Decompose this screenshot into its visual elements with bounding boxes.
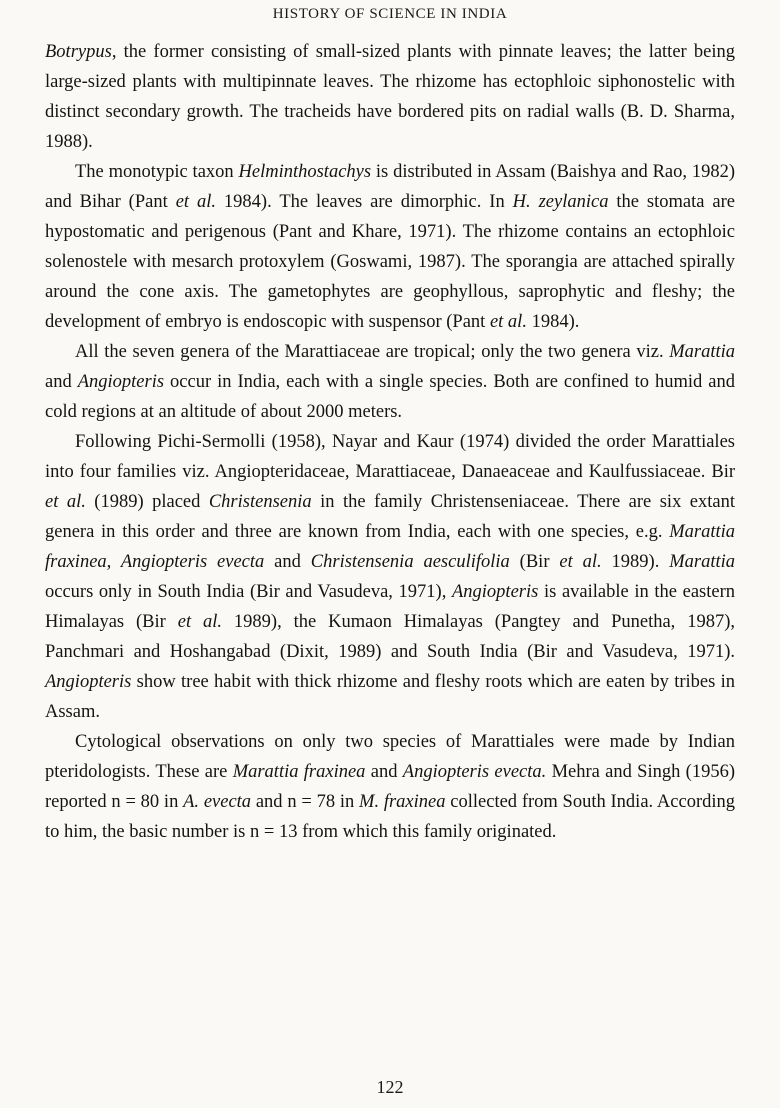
italic-text: Marattia fraxinea [232,762,366,782]
page-body [45,37,735,847]
paragraph [45,337,735,427]
body-text-run: show tree habit with thick rhizome and fleshy roots which are eaten by tribes in Assam. [45,672,735,722]
body-text-run: in the family Christenseniaceae. There are six extant genera in this order and three are known from India, each with one species, e.g. [45,492,735,542]
body-text-run: Cytological observations on only two species of Marattiales were made by Indian pteridologists. These are [45,732,735,782]
body-text-run: All the seven genera of the Marattiaceae are tropical; only the two genera viz. [75,342,670,362]
body-text-run: and [365,762,403,782]
italic-text: Angiopteris [45,672,132,692]
body-text-run: , the former consisting of small-sized plants with pinnate leaves; the latter being large-sized plants with multipinnate leaves. The rhizome has ectophloic siphonostelic with distinct secondary growth. The tracheids have bordered pits on radial walls (B. D. Sharma, 1988). [45,42,735,152]
body-text-run: (1989) placed [85,492,209,512]
italic-text: Marattia [669,342,735,362]
italic-text: Angiopteris evecta. [402,762,547,782]
body-text-run: The monotypic taxon [75,162,239,182]
body-text-run: is available in the eastern Himalayas (Bir [45,582,735,632]
body-text-run: 1989). [601,552,670,572]
body-text-run: collected from South India. According to him, the basic number is n = 13 from which this family originated. [45,792,735,842]
italic-text: Christensenia [208,492,312,512]
paragraph [45,727,735,847]
italic-text: Marattia [669,552,736,572]
paragraph [45,427,735,727]
italic-text: Marattia fraxinea, Angiopteris evecta [45,522,735,572]
paragraph [45,37,735,157]
italic-text: et al. [489,312,527,332]
body-text-run: (Bir [509,552,560,572]
italic-text: et al. [175,192,216,212]
italic-text: Christensenia aesculifolia [310,552,510,572]
page-header: HISTORY OF SCIENCE IN INDIA [272,6,508,22]
italic-text: H. zeylanica [512,192,609,212]
italic-text: A. evecta [183,792,252,812]
body-text-run: Mehra and Singh (1956) reported n = 80 in [45,762,735,812]
italic-text: et al. [559,552,602,572]
page-number: 122 [376,1077,404,1097]
body-text-run: 1984). [526,312,580,332]
body-text-run: Following Pichi-Sermolli (1958), Nayar and Kaur (1974) divided the order Marattiales into four families viz. Angiopteridaceae, Marattiaceae, Danaeaceae and Kaulfussiaceae. Bir [45,432,735,482]
italic-text: Angiopteris [451,582,539,602]
italic-text: Angiopteris [77,372,165,392]
italic-text: Helminthostachys [238,162,372,182]
body-text-run: occurs only in South India (Bir and Vasudeva, 1971), [45,582,452,602]
body-text-run: and n = 78 in [251,792,360,812]
body-text-run: is distributed in Assam (Baishya and Rao, 1982) and Bihar (Pant [45,162,735,212]
italic-text: et al. [45,492,86,512]
body-text-run: and [264,552,311,572]
italic-text: et al. [177,612,223,632]
body-text-run: occur in India, each with a single species. Both are confined to humid and cold regions at an altitude of about 2000 meters. [45,372,736,422]
body-text-run: 1989), the Kumaon Himalayas (Pangtey and Punetha, 1987), Panchmari and Hoshangabad (Dixit, 1989) and South India (Bir and Vasudeva, 1971). [45,612,735,662]
body-text-run: 1984). The leaves are dimorphic. In [216,192,513,212]
paragraph [45,157,735,337]
body-text-run: and [45,372,78,392]
italic-text: Botrypus [45,42,112,62]
italic-text: M. fraxinea [359,792,446,812]
body-text-run: the stomata are hypostomatic and perigenous (Pant and Khare, 1971). The rhizome contains an ectophloic solenostele with mesarch protoxylem (Goswami, 1987). The sporangia are attached spirally around the cone axis. The gametophytes are geophyllous, saprophytic and fleshy; the development of embryo is endoscopic with suspensor (Pant [45,192,735,332]
